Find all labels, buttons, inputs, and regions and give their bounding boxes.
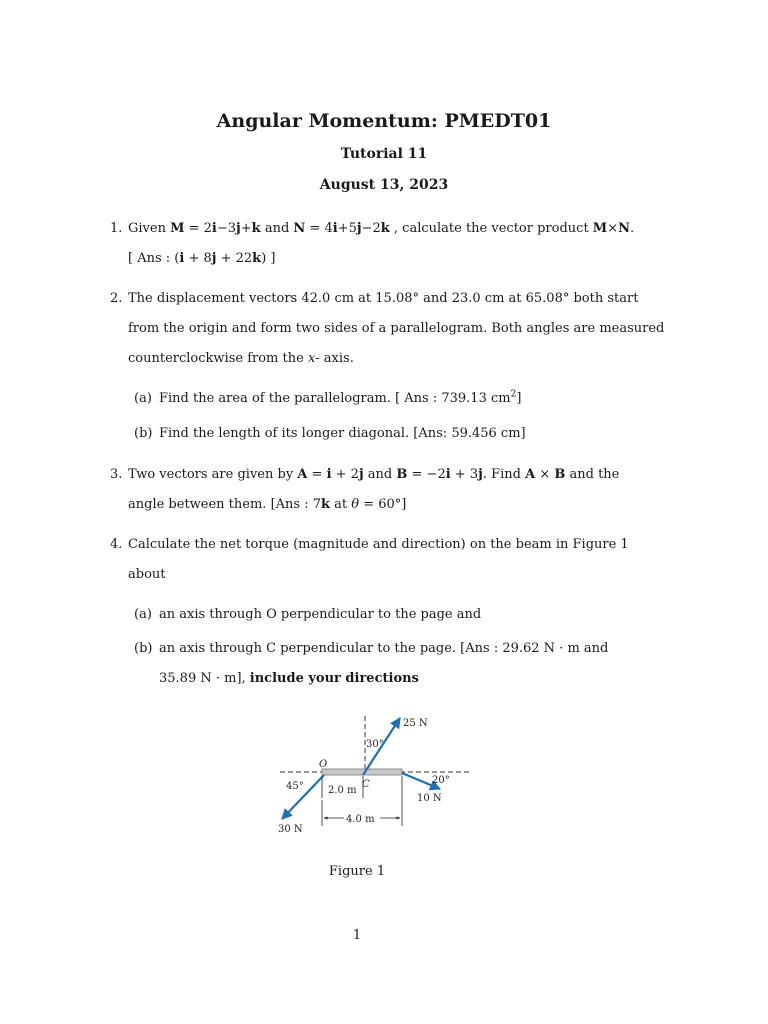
question-number: 1. [110, 221, 123, 236]
subpart-b-continuation: 35.89 N · m], include your directions [159, 671, 419, 686]
document-subtitle: Tutorial 11 [340, 146, 428, 162]
question-text-line-2: angle between them. [Ans : 7k at θ = 60°] [128, 497, 407, 512]
label-2m: 2.0 m [328, 785, 357, 796]
question-number: 4. [110, 537, 123, 552]
label-angle-20: 20° [432, 775, 450, 786]
label-4m: 4.0 m [346, 814, 375, 825]
answer-text: [ Ans : (i + 8j + 22k) ] [128, 251, 276, 266]
label-30n: 30 N [278, 824, 303, 835]
subpart-label-b: (b) [134, 426, 153, 441]
beam-torque-figure [270, 712, 470, 846]
figure-caption: Figure 1 [328, 864, 386, 879]
page-number: 1 [352, 928, 362, 943]
label-angle-30-top: 30° [366, 739, 384, 750]
label-C: C [362, 779, 370, 790]
subpart-label-a: (a) [134, 391, 152, 406]
question-text-line-3: counterclockwise from the x- axis. [128, 351, 354, 366]
subpart-b-text: Find the length of its longer diagonal. [Ans: 59.456 cm] [159, 426, 526, 441]
subpart-a-text: an axis through O perpendicular to the page and [159, 607, 482, 622]
question-text-line-1: Calculate the net torque (magnitude and direction) on the beam in Figure 1 [128, 537, 629, 552]
document-title: Angular Momentum: PMEDT01 [216, 110, 552, 132]
subpart-label-b: (b) [134, 641, 153, 656]
label-25n: 25 N [403, 718, 428, 729]
question-number: 3. [110, 467, 123, 482]
beam [322, 769, 402, 775]
document-date: August 13, 2023 [319, 177, 449, 193]
question-text-line-1: The displacement vectors 42.0 cm at 15.08° and 23.0 cm at 65.08° both start [128, 291, 639, 306]
question-text-line-2: about [128, 567, 166, 582]
question-text: Given M = 2i−3j+k and N = 4i+5j−2k , calculate the vector product M×N. [128, 221, 635, 236]
question-text-line-1: Two vectors are given by A = i + 2j and B = −2i + 3j. Find A × B and the [128, 467, 620, 482]
label-O: O [319, 759, 328, 770]
label-10n: 10 N [417, 793, 442, 804]
question-text-line-2: from the origin and form two sides of a parallelogram. Both angles are measured [128, 321, 665, 336]
label-angle-45: 45° [286, 781, 304, 792]
subpart-a-text: Find the area of the parallelogram. [ Ans : 739.13 $cm^2$] [159, 389, 522, 406]
beam-torque-diagram [270, 712, 470, 842]
subpart-b-text: an axis through C perpendicular to the page. [Ans : 29.62 N · m and [159, 641, 609, 656]
subpart-label-a: (a) [134, 607, 152, 622]
question-number: 2. [110, 291, 123, 306]
